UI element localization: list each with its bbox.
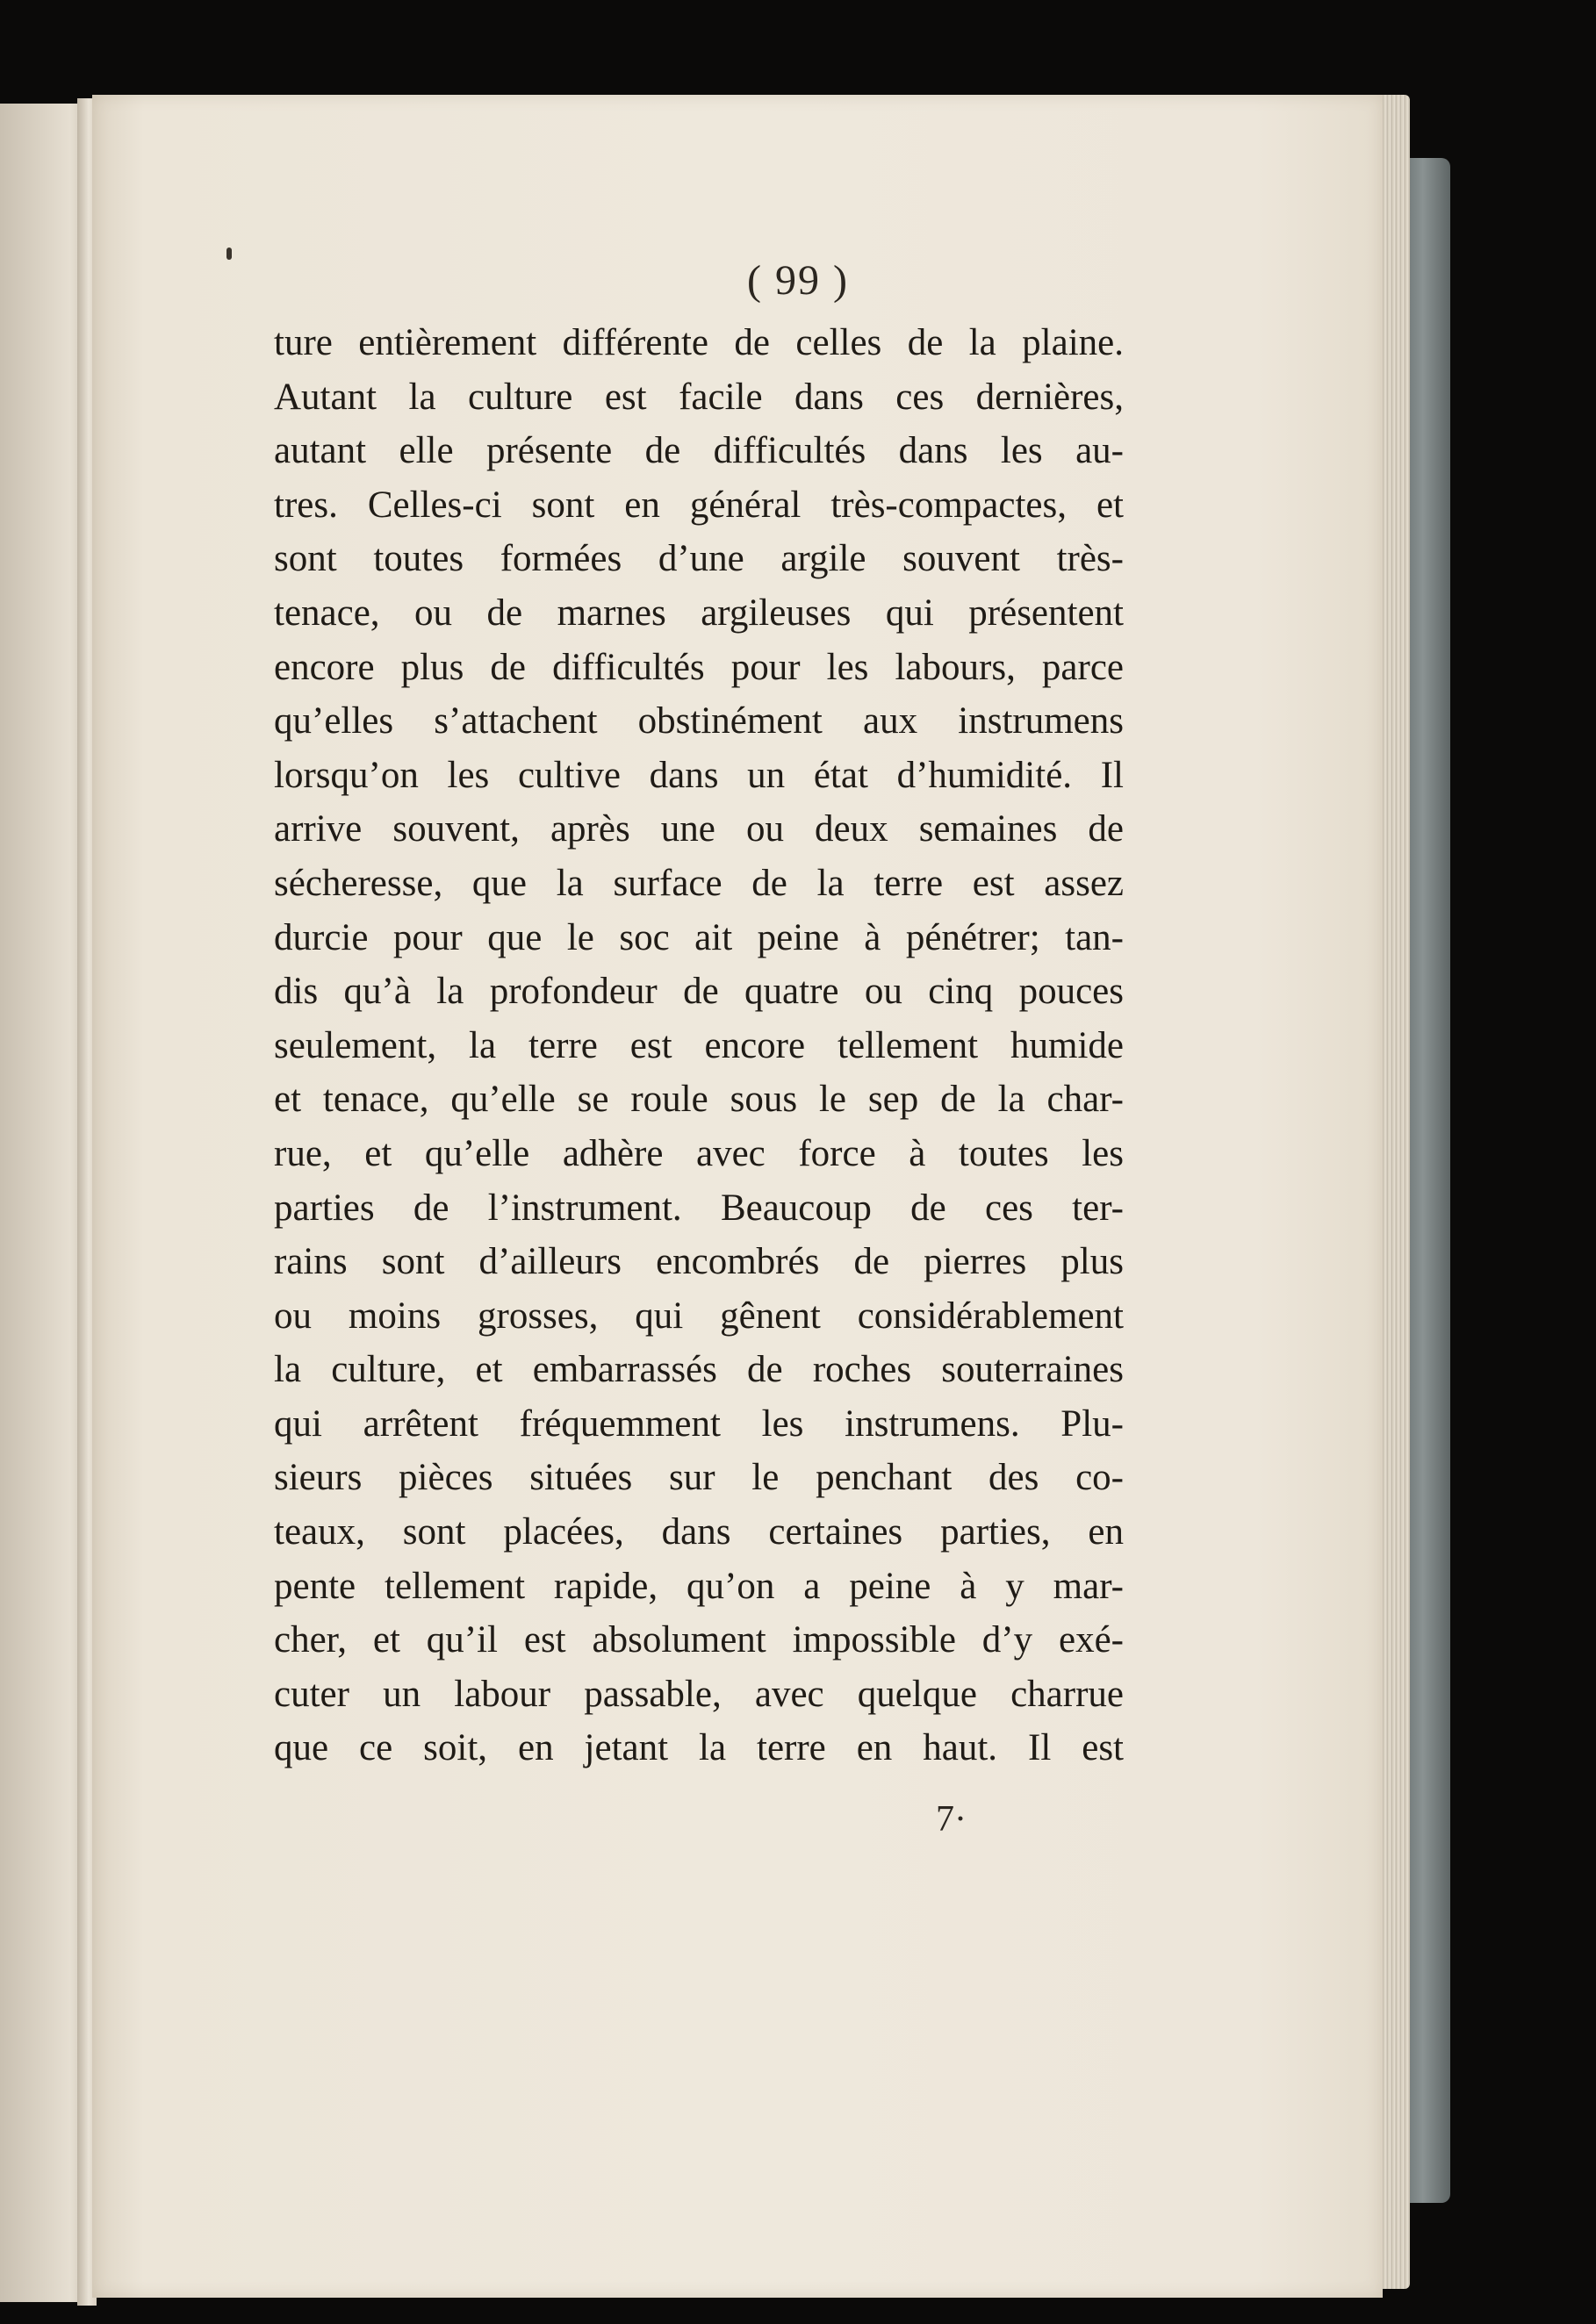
text-line: lorsqu’on les cultive dans un état d’humidité. Il xyxy=(274,754,1124,796)
text-line: qui arrêtent fréquemment les instrumens. Plu- xyxy=(274,1402,1124,1445)
text-line: sécheresse, que la surface de la terre est assez xyxy=(274,862,1124,904)
text-line: dis qu’à la profondeur de quatre ou cinq pouces xyxy=(274,971,1124,1013)
text-line: tres. Celles-ci sont en général très-compactes, et xyxy=(274,484,1124,526)
text-line: parties de l’instrument. Beaucoup de ces ter- xyxy=(274,1187,1124,1229)
signature-mark: 7· xyxy=(936,1799,967,1840)
text-line: et tenace, qu’elle se roule sous le sep de la char- xyxy=(274,1079,1124,1121)
text-line: rains sont d’ailleurs encombrés de pierres plus xyxy=(274,1241,1124,1283)
text-line: ture entièrement différente de celles de la plaine. xyxy=(274,322,1124,363)
text-line: encore plus de difficultés pour les labours, parce xyxy=(274,646,1124,688)
text-line: rue, et qu’elle adhère avec force à toutes les xyxy=(274,1132,1124,1174)
text-line: cuter un labour passable, avec quelque charrue xyxy=(274,1673,1124,1715)
text-line: sieurs pièces situées sur le penchant des co- xyxy=(274,1457,1124,1499)
text-line: cher, et qu’il est absolument impossible d’y exé- xyxy=(274,1619,1124,1661)
page-edge-stack xyxy=(1380,95,1410,2289)
text-line: seulement, la terre est encore tellement humide xyxy=(274,1024,1124,1066)
text-line: la culture, et embarrassés de roches souterraines xyxy=(274,1349,1124,1391)
text-line: Autant la culture est facile dans ces dernières, xyxy=(274,376,1124,418)
text-line: que ce soit, en jetant la terre en haut. Il est xyxy=(274,1727,1124,1769)
text-line: qu’elles s’attachent obstinément aux instrumens xyxy=(274,700,1124,742)
text-line: teaux, sont placées, dans certaines parties, en xyxy=(274,1511,1124,1553)
body-text xyxy=(274,316,1124,1775)
text-line: ou moins grosses, qui gênent considérablement xyxy=(274,1295,1124,1337)
text-line: tenace, ou de marnes argileuses qui présentent xyxy=(274,592,1124,634)
text-line: arrive souvent, après une ou deux semaines de xyxy=(274,808,1124,850)
text-line: sont toutes formées d’une argile souvent très- xyxy=(274,538,1124,580)
text-line: durcie pour que le soc ait peine à pénétrer; tan- xyxy=(274,916,1124,958)
text-line: pente tellement rapide, qu’on a peine à y mar- xyxy=(274,1565,1124,1607)
page-number: ( 99 ) xyxy=(747,257,849,304)
facing-left-page xyxy=(0,104,88,2302)
text-line: autant elle présente de difficultés dans les au- xyxy=(274,430,1124,472)
binding-board-edge xyxy=(1405,158,1450,2203)
